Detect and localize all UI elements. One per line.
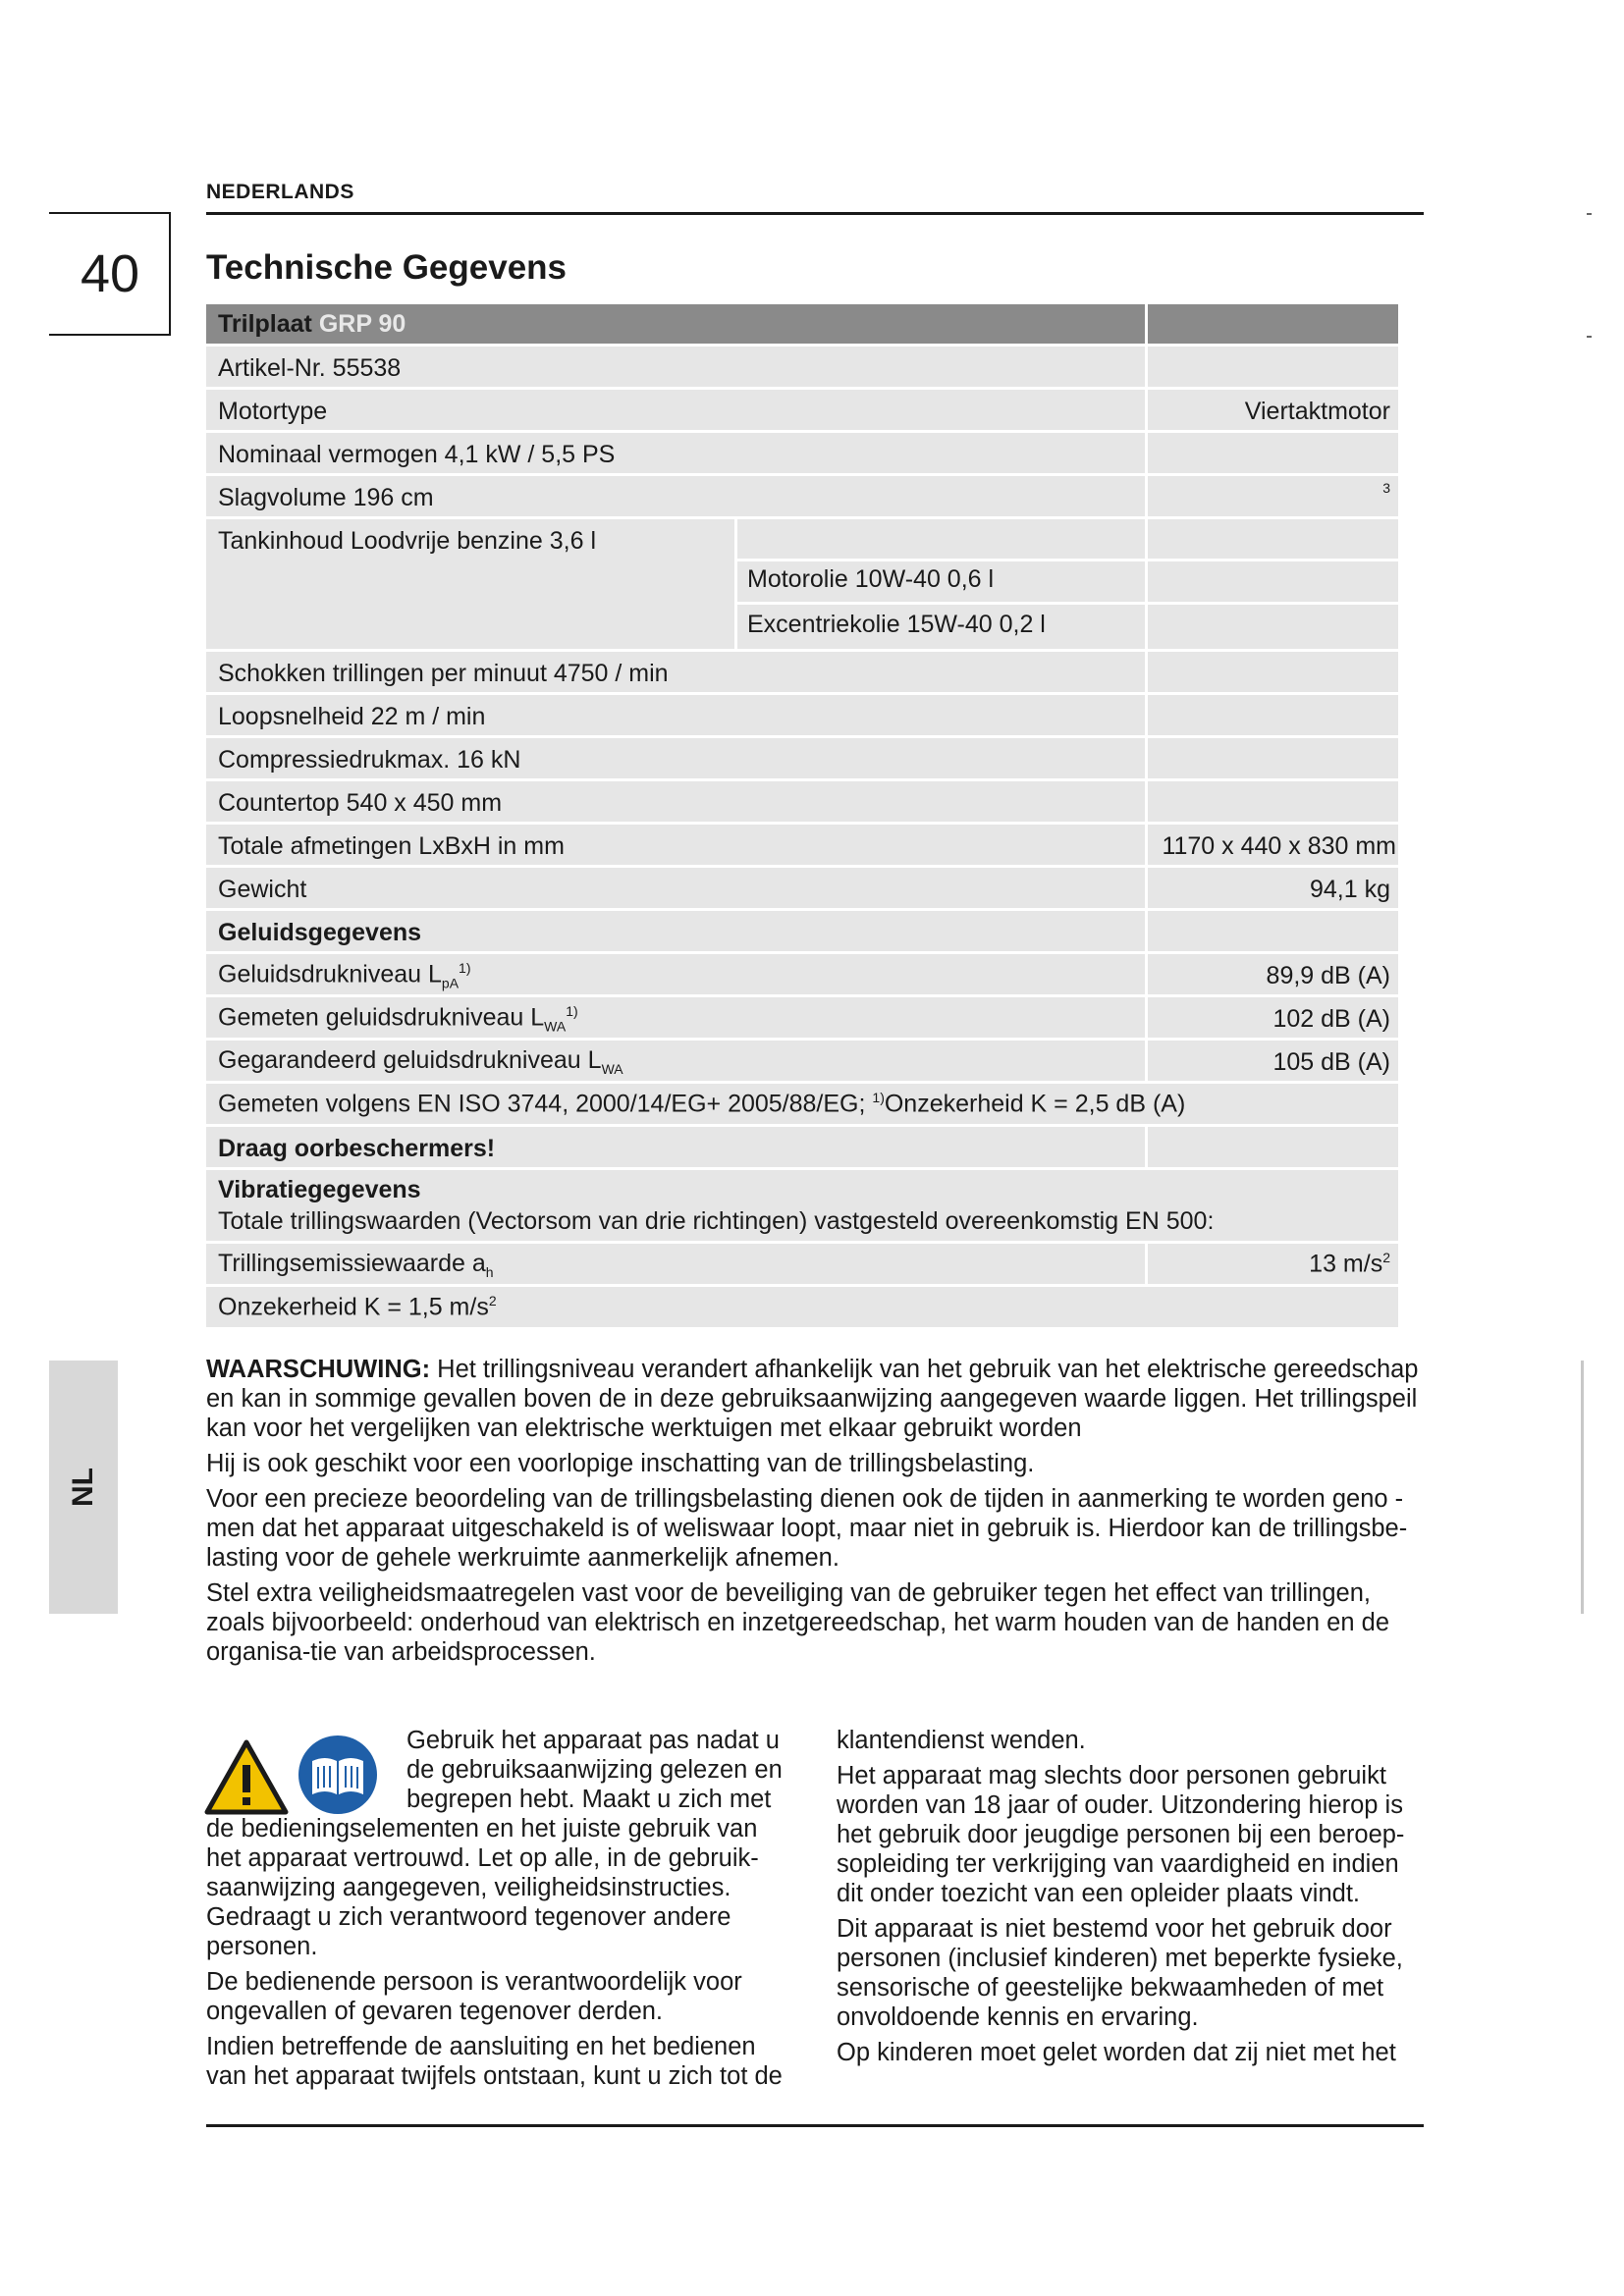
row-value: 1170 x 440 x 830 mm xyxy=(1162,832,1396,860)
row-value: Viertaktmotor xyxy=(1244,398,1390,425)
row-label: Totale trillingswaarden (Vectorsom van drie richtingen) vastgesteld overeenkomstig EN 500: xyxy=(218,1207,1215,1235)
table-row xyxy=(206,347,1398,387)
table-row xyxy=(206,1244,1398,1284)
footer-rule xyxy=(206,2124,1424,2127)
row-label: Gegarandeerd geluidsdrukniveau L xyxy=(218,1046,602,1074)
table-row xyxy=(206,652,1398,692)
row-label: Tankinhoud Loodvrije benzine 3,6 l xyxy=(218,527,596,555)
table-row xyxy=(206,738,1398,778)
row-label: Geluidsdrukniveau L xyxy=(218,960,442,988)
row-label: Loopsnelheid 22 m / min xyxy=(218,703,486,730)
body-paragraph: klantendienst wenden. xyxy=(837,1727,1086,1754)
intro-paragraph: Gebruik het apparaat pas nadat u de gebruiksaanwijzing gelezen en begrepen hebt. Maakt u zich met xyxy=(406,1727,783,1813)
table-row xyxy=(206,695,1398,735)
warning-paragraph: Stel extra veiligheidsmaatregelen vast voor de beveiliging van de gebruiker tegen het effect van trillingen, zoals bijvoorbeeld: onderhoud van elektrisch en inzetgereedschap, het warm houden van de handen en de organisa-tie van arbeidsprocessen. xyxy=(206,1579,1389,1666)
tank-row xyxy=(206,519,734,649)
superscript: 2 xyxy=(488,1293,497,1308)
spec-table xyxy=(206,304,1398,1330)
table-note-row xyxy=(206,1084,1398,1124)
language-side-tab-label: NL xyxy=(67,1468,99,1507)
table-row xyxy=(206,868,1398,908)
table-section-row xyxy=(206,1170,1398,1241)
warning-lead: WAARSCHUWING: xyxy=(206,1356,431,1383)
subscript: pA xyxy=(441,975,460,991)
table-header-row xyxy=(206,304,1398,344)
row-label: Onzekerheid K = 1,5 m/s xyxy=(218,1293,489,1321)
table-subrow xyxy=(737,605,1145,649)
row-label-tail: Onzekerheid K = 2,5 dB (A) xyxy=(884,1090,1186,1118)
row-label: Totale afmetingen LxBxH in mm xyxy=(218,832,565,860)
table-row xyxy=(206,997,1398,1038)
row-label: Excentriekolie 15W-40 0,2 l xyxy=(747,611,1046,638)
footnote-mark: 1) xyxy=(459,960,471,976)
table-row xyxy=(206,825,1398,865)
row-label: Schokken trillingen per minuut 4750 / min xyxy=(218,660,669,687)
subscript: h xyxy=(485,1264,494,1280)
row-label: Artikel-Nr. 55538 xyxy=(218,354,402,382)
row-value: 3 xyxy=(1382,480,1390,496)
page-number: 40 xyxy=(80,244,140,303)
table-header-model: GRP 90 xyxy=(318,310,406,338)
warning-paragraph: Voor een precieze beoordeling van de trillingsbelasting dienen ook de tijden in aanmerking te worden geno - men dat het apparaat uitgeschakeld is of weliswaar loopt, maar niet in gebruik is. Hierdoor kan de trillingsbe-lasting voor de gehele werkruimte aanmerkelijk afnemen. xyxy=(206,1485,1408,1572)
row-label: Countertop 540 x 450 mm xyxy=(218,789,503,817)
body-paragraph: de bedieningselementen en het juiste gebruik van het apparaat vertrouwd. Let op alle, in de gebruik-saanwijzing aangegeven, veiligheidsinstructies. Gedraagt u zich verantwoord tegenover andere personen. xyxy=(206,1815,759,1960)
left-column xyxy=(206,1726,795,2097)
row-label: Slagvolume 196 cm xyxy=(218,484,434,511)
section-label: Vibratiegegevens xyxy=(218,1176,421,1203)
body-paragraph: Het apparaat mag slechts door personen gebruikt worden van 18 jaar of ouder. Uitzondering hierop is het gebruik door jeugdige personen bij een beroep-sopleiding ter verkrijging van vaardigheid en indien dit onder toezicht van een opleider plaats vindt. xyxy=(837,1762,1405,1907)
row-label: Gewicht xyxy=(218,876,307,903)
table-row xyxy=(206,390,1398,430)
warning-label: Draag oorbeschermers! xyxy=(218,1135,496,1162)
table-section-row xyxy=(206,1127,1398,1167)
section-title: Technische Gegevens xyxy=(206,248,568,287)
tank-group xyxy=(206,519,1398,649)
right-column xyxy=(837,1726,1426,2073)
margin-line xyxy=(1581,1361,1584,1614)
table-row xyxy=(206,781,1398,822)
warning-paragraph: Het trillingsniveau verandert afhankelijk van het gebruik van het elektrische gereedschap en kan in sommige gevallen boven de in deze gebruiksaanwijzing aangegeven waarde liggen. Het trillingspeil kan voor het vergelijken van elektrische werktuigen met elkaar gebruikt worden xyxy=(206,1356,1419,1442)
row-value: 94,1 kg xyxy=(1309,876,1390,903)
table-section-row xyxy=(206,911,1398,951)
table-row xyxy=(206,433,1398,473)
body-paragraph: Op kinderen moet gelet worden dat zij niet met het xyxy=(837,2039,1396,2066)
header-rule xyxy=(206,212,1424,215)
row-label: Nominaal vermogen 4,1 kW / 5,5 PS xyxy=(218,441,616,468)
table-subrow xyxy=(737,561,1145,602)
subscript: WA xyxy=(601,1061,623,1077)
section-label: Geluidsgegevens xyxy=(218,919,422,946)
table-row xyxy=(206,1287,1398,1327)
table-row xyxy=(206,1041,1398,1081)
row-value: 105 dB (A) xyxy=(1272,1048,1390,1076)
table-row xyxy=(206,476,1398,516)
footnote-mark: 1) xyxy=(566,1003,578,1019)
warning-paragraph: Hij is ook geschikt voor een voorlopige inschatting van de trillingsbelasting. xyxy=(206,1450,1035,1477)
table-header-label: Trilplaat xyxy=(218,310,312,338)
row-value: 13 m/s xyxy=(1309,1250,1383,1278)
superscript: 2 xyxy=(1382,1250,1390,1265)
table-row xyxy=(206,954,1398,994)
row-label: Trillingsemissiewaarde a xyxy=(218,1250,486,1277)
footnote-mark: 1) xyxy=(872,1090,885,1105)
crop-mark xyxy=(1587,336,1592,338)
body-paragraph: Dit apparaat is niet bestemd voor het gebruik door personen (inclusief kinderen) met beperkte fysieke, sensorische of geestelijke bekwaamheden of met onvoldoende kennis en ervaring. xyxy=(837,1915,1403,2031)
language-header: NEDERLANDS xyxy=(206,181,354,203)
row-label: Motorolie 10W-40 0,6 l xyxy=(747,565,995,593)
crop-mark xyxy=(1587,213,1592,215)
row-value: 89,9 dB (A) xyxy=(1266,962,1390,989)
row-label: Compressiedrukmax. 16 kN xyxy=(218,746,521,774)
warning-text xyxy=(206,1355,1429,1673)
subscript: WA xyxy=(544,1018,567,1035)
row-label: Gemeten volgens EN ISO 3744, 2000/14/EG+ 2005/88/EG; xyxy=(218,1090,866,1118)
body-paragraph: De bedienende persoon is verantwoordelijk voor ongevallen of gevaren tegenover derden. xyxy=(206,1968,742,2025)
row-label: Gemeten geluidsdrukniveau L xyxy=(218,1003,545,1032)
row-label: Motortype xyxy=(218,398,328,425)
body-paragraph: Indien betreffende de aansluiting en het bedienen van het apparaat twijfels ontstaan, kunt u zich tot de xyxy=(206,2033,783,2090)
row-value: 102 dB (A) xyxy=(1272,1005,1390,1033)
